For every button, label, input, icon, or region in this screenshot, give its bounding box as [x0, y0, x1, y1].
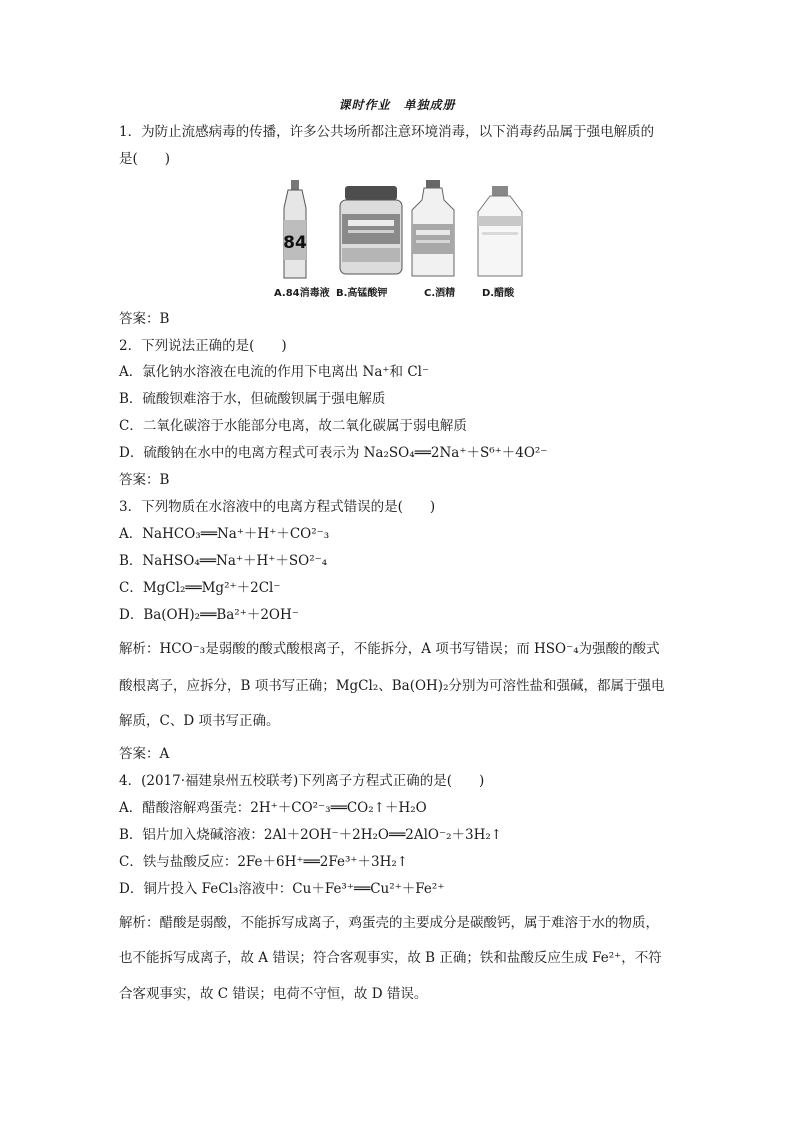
q4-option-a: A．醋酸溶解鸡蛋壳：2H⁺＋CO²⁻₃══CO₂↑＋H₂O	[119, 800, 427, 816]
q3-option-b: B．NaHSO₄══Na⁺＋H⁺＋SO²⁻₄	[119, 553, 328, 569]
page-header: 课时作业 单独成册	[338, 98, 456, 112]
caption-d: D.醋酸	[482, 288, 515, 299]
q3-explanation-line3: 解质，C、D 项书写正确。	[119, 713, 280, 729]
q1-stem-line2: 是( )	[119, 151, 171, 167]
q2-option-d: D．硫酸钠在水中的电离方程式可表示为 Na₂SO₄══2Na⁺＋S⁶⁺＋4O²⁻	[119, 445, 548, 461]
q3-answer: 答案：A	[119, 746, 170, 762]
q4-option-c: C．铁与盐酸反应：2Fe＋6H⁺══2Fe³⁺＋3H₂↑	[119, 854, 409, 870]
q4-explanation-line2: 也不能拆写成离子，故 A 错误；符合客观事实，故 B 正确；铁和盐酸反应生成 Fe²⁺，不符	[119, 950, 662, 966]
q2-option-b: B．硫酸钡难溶于水，但硫酸钡属于强电解质	[119, 391, 386, 407]
q3-explanation-line1: 解析：HCO⁻₃是弱酸的酸式酸根离子，不能拆分，A 项书写错误；而 HSO⁻₄为强酸的酸式	[119, 641, 660, 657]
caption-b: B.高锰酸钾	[336, 288, 388, 299]
permanganate-jar-icon	[340, 186, 402, 274]
bottle-84-icon	[283, 180, 307, 278]
alcohol-bottle-icon	[412, 180, 454, 276]
q2-option-a: A．氯化钠水溶液在电流的作用下电离出 Na⁺和 Cl⁻	[119, 364, 430, 380]
q3-stem: 3．下列物质在水溶液中的电离方程式错误的是( )	[119, 499, 436, 515]
q4-explanation-line3: 合客观事实，故 C 错误；电荷不守恒，故 D 错误。	[119, 986, 428, 1002]
q4-explanation-line1: 解析：醋酸是弱酸，不能拆写成离子，鸡蛋壳的主要成分是碳酸钙，属于难溶于水的物质，	[119, 915, 659, 931]
q1-stem-line1: 1．为防止流感病毒的传播，许多公共场所都注意环境消毒，以下消毒药品属于强电解质的	[119, 124, 655, 140]
q2-stem: 2．下列说法正确的是( )	[119, 338, 287, 354]
q2-option-c: C．二氧化碳溶于水能部分电离，故二氧化碳属于弱电解质	[119, 418, 467, 434]
bottles-illustration	[270, 180, 530, 284]
q2-answer: 答案：B	[119, 472, 170, 488]
q4-stem: 4．(2017·福建泉州五校联考)下列离子方程式正确的是( )	[119, 773, 485, 789]
q1-answer: 答案：B	[119, 311, 170, 327]
q4-option-b: B．铝片加入烧碱溶液：2Al＋2OH⁻＋2H₂O══2AlO⁻₂＋3H₂↑	[119, 827, 503, 843]
svg-text:84: 84	[283, 233, 307, 253]
vinegar-bottle-icon	[478, 186, 522, 276]
caption-a: A.84消毒液	[274, 288, 330, 299]
q4-option-d: D．铜片投入 FeCl₃溶液中：Cu＋Fe³⁺══Cu²⁺＋Fe²⁺	[119, 881, 445, 897]
q1-disinfectant-figure	[270, 180, 530, 298]
q3-option-c: C．MgCl₂══Mg²⁺＋2Cl⁻	[119, 580, 281, 596]
q3-option-a: A．NaHCO₃══Na⁺＋H⁺＋CO²⁻₃	[119, 526, 330, 542]
q3-option-d: D．Ba(OH)₂══Ba²⁺＋2OH⁻	[119, 607, 299, 623]
q3-explanation-line2: 酸根离子，应拆分，B 项书写正确；MgCl₂、Ba(OH)₂分别为可溶性盐和强碱，都属于强电	[119, 678, 665, 694]
caption-c: C.酒精	[424, 288, 456, 299]
